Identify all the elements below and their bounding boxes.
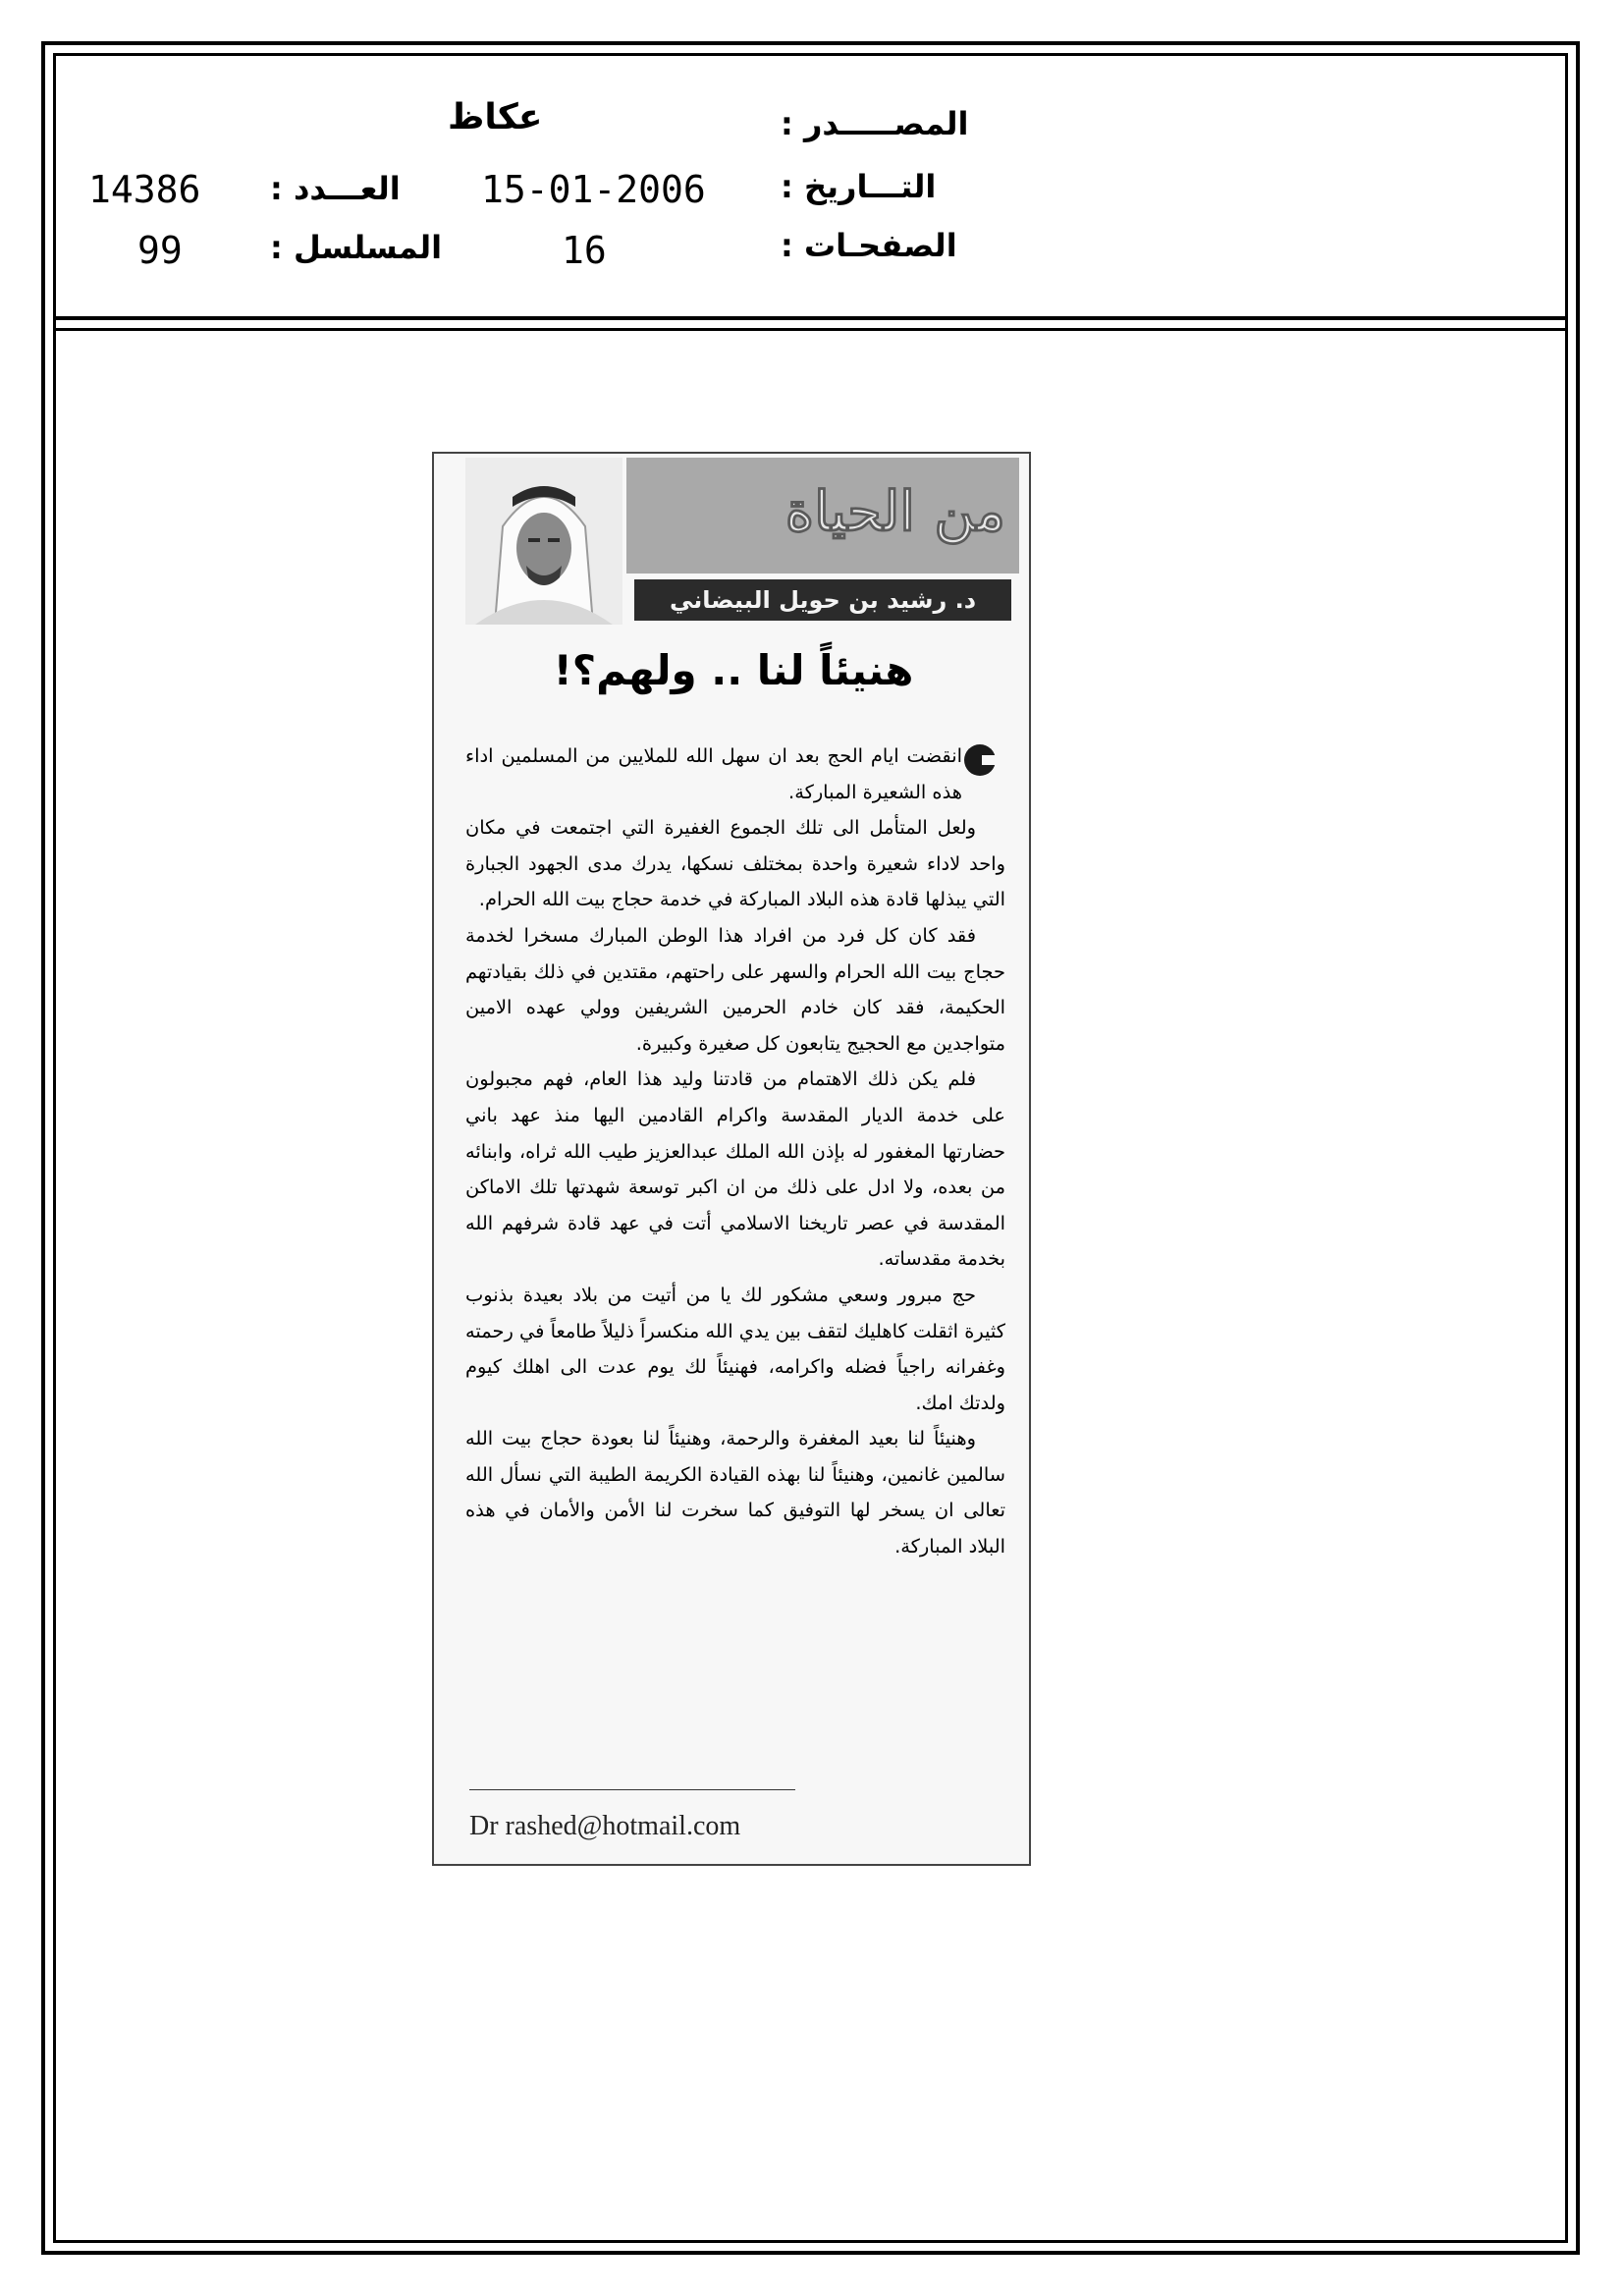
article-paragraph: انقضت ايام الحج بعد ان سهل الله للملايين من المسلمين اداء هذه الشعيرة المباركة.	[465, 744, 962, 803]
signature-divider	[469, 1789, 795, 1790]
column-title: من الحياة	[784, 479, 1005, 544]
column-title-banner	[626, 458, 1019, 574]
date-label: التـــاريخ :	[781, 168, 937, 205]
article-paragraph: فلم يكن ذلك الاهتمام من قادتنا وليد هذا العام، فهم مجبولون على خدمة الديار المقدسة واكرام القادمين اليها منذ عهد باني حضارتها المغفور له بإذن الله الملك عبدالعزيز طيب الله ثراه، وابنائه من بعده، ولا ادل على ذلك من ان اكبر توسعة شهدتها تلك الاماكن المقدسة في عصر تاريخنا الاسلامي أتت في عهد قادة شرفهم الله بخدمة مقدساته.	[465, 1067, 1005, 1271]
pages-value: 16	[562, 229, 607, 272]
author-photo	[465, 458, 622, 625]
article-paragraph: حج مبرور وسعي مشكور لك يا من أتيت من بلاد بعيدة بذنوب كثيرة اثقلت كاهليك لتقف بين يدي الله منكسراً ذليلاً طامعاً في رحمته وغفرانه راجياً فضله واكرامه، فهنيئاً لك يوم عدت الى اهلك كيوم ولدتك امك.	[465, 1283, 1005, 1414]
source-value: عكاظ	[448, 97, 543, 137]
newspaper-clipping	[432, 452, 1031, 1866]
issue-label: العـــدد :	[270, 170, 401, 207]
article-paragraph: فقد كان كل فرد من افراد هذا الوطن المبارك مسخرا لخدمة حجاج بيت الله الحرام والسهر على راحتهم، مقتدين في ذلك بقيادتهم الحكيمة، فقد كان خادم الحرمين الشريفين وولي عهده الامين متواجدين مع الحجيج يتابعون كل صغيرة وكبيرة.	[465, 923, 1005, 1055]
article-paragraph: وهنيئاً لنا بعيد المغفرة والرحمة، وهنيئاً لنا بعودة حجاج بيت الله سالمين غانمين، وهنيئاً لنا بهذه القيادة الكريمة الطيبة التي نسأل الله تعالى ان يسخر لها التوفيق كما سخرت لنا الأمن والأمان في هذه البلاد المباركة.	[465, 1427, 1005, 1558]
author-byline: د. رشيد بن حويل البيضاني	[634, 579, 1011, 621]
article-headline: هنيئاً لنا .. ولهم؟!	[553, 646, 914, 694]
header-divider	[53, 316, 1568, 320]
date-value: 15-01-2006	[481, 168, 706, 211]
author-email: Dr rashed@hotmail.com	[469, 1811, 741, 1841]
source-label: المصـــــدر :	[781, 105, 969, 142]
pages-label: الصفحـات :	[781, 227, 957, 264]
article-paragraph: ولعل المتأمل الى تلك الجموع الغفيرة التي اجتمعت في مكان واحد لاداء شعيرة واحدة بمختلف نسكها، يدرك مدى الجهود الجبارة التي يبذلها قادة هذه البلاد المباركة في خدمة حجاج بيت الله الحرام.	[465, 816, 1005, 911]
serial-label: المسلسل :	[270, 229, 443, 266]
header-divider-inner	[53, 328, 1568, 331]
article-body	[465, 738, 1005, 1565]
issue-value: 14386	[88, 168, 201, 211]
serial-value: 99	[137, 229, 183, 272]
